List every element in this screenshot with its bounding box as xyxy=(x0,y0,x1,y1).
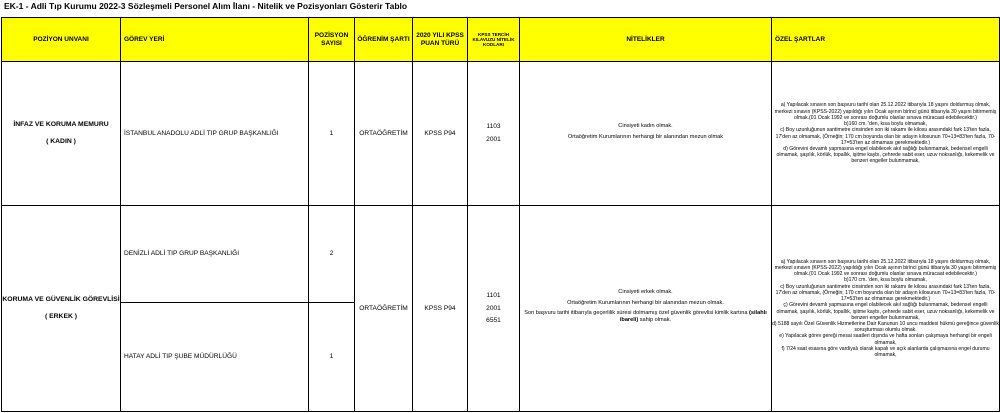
header-kpss-code: KPSS TERCİH KILAVUZU NİTELİK KODLARI xyxy=(468,18,520,62)
page-title: EK-1 - Adli Tıp Kurumu 2022-3 Sözleşmeli Personel Alım İlanı - Nitelik ve Pozisyonları Gösterir Tablo xyxy=(4,1,408,11)
table-row xyxy=(2,206,1000,303)
special-item: b)160 cm. 'den, kısa boylu olmamak, xyxy=(844,121,927,128)
special-item: ç) Görevini devamlı yapmasına engel olabilecek akıl sağlığı bulunmamak, bedensel engelli olmamak, şaşılık, körlük, topallık, işitme kaybı, çehrede sabit eser, uzuv noksanlığı, kekemelik ve benzeri engeller bulunmamak, xyxy=(776,302,995,321)
position-gender: ( ERKEK ) xyxy=(44,312,78,320)
position-cell xyxy=(2,62,121,206)
kpss-codes-cell xyxy=(468,62,520,206)
kpss-code: 2001 xyxy=(486,136,501,143)
special-item: e) Yapılacak görev gereği mesai saatleri dışında ve hafta sonları çalışmaya herhangi bir engeli olmamak, xyxy=(779,333,992,346)
position-title: KORUMA VE GÜVENLİK GÖREVLİSİ xyxy=(2,296,120,304)
special-item: d) Görevini devamlı yapmasına engel olabilecek akıl sağlığı bulunmamak, bedensel engelli olmamak, şaşılık, körlük, topallık, işitme kaybı, çehrede sabit eser, uzuv noksanlığı, kekemelik ve benzeri engeller bulunmamak, xyxy=(776,145,995,165)
header-row xyxy=(2,18,1000,62)
qualification-item: Cinsiyeti kadın olmak. xyxy=(618,123,673,130)
special-item: c) Boy uzunluğunun santimetre cinsinden son iki rakamı ile kilosu arasındaki fark 13'ten fazla, 17'den az olmamak, (Örneğin; 170 cm boyunda olan bir adayın kilosunun 70+13=83'ten fazla, 70- 17=53'ten az olmaması gerekmektedir.) xyxy=(775,127,996,146)
kpss-code: 2001 xyxy=(486,304,501,312)
header-education: ÖĞRENİM ŞARTI xyxy=(355,18,413,62)
special-item: f) 7/24 saat esasına göre vardiyalı olarak kapalı ve açık alanlarda çalışmasına engel durumu olmamak, xyxy=(781,345,990,358)
qualification-item: Cinsiyeti erkek olmak. xyxy=(618,289,673,296)
emphasis-text: (silahlı ibareli) xyxy=(619,310,767,324)
score-type-cell: KPSS P94 xyxy=(413,206,468,412)
special-cell xyxy=(772,206,1000,412)
education-cell: ORTAÖĞRETİM xyxy=(355,62,413,206)
score-type-cell: KPSS P94 xyxy=(413,62,468,206)
count-cell: 1 xyxy=(309,303,355,412)
table-row xyxy=(2,62,1000,206)
special-item: a) Yapılacak sınavın son başvuru tarihi olan 25.12.2022 itibarıyla 18 yaşını doldurmuş olmak, merkezi sınavın (KPSS-2022) yapıldığı yılın Ocak ayının birinci günü itibarıyla 30 yaşını bitirmemiş olmak.(01 Ocak 1992 ve sonrası doğumlu olanlar sınava müracaat edebilecektir.) xyxy=(774,102,997,121)
header-unit: GÖREV YERİ xyxy=(121,18,309,62)
header-position: POZİYON UNVANI xyxy=(2,18,121,62)
special-cell xyxy=(772,62,1000,206)
unit-cell: DENİZLİ ADLİ TIP GRUP BAŞKANLIĞI xyxy=(121,206,309,303)
qualification-item: Ortaöğretim Kurumlarının herhangi bir alanından mezun olmak xyxy=(567,133,724,140)
header-special: ÖZEL ŞARTLAR xyxy=(772,18,1000,62)
special-item: c) Boy uzunluğunun santimetre cinsinden son iki rakamı ile kilosu arasındaki fark 13'ten fazla, 17'den az olmamak, (Örneğin; 170 cm boyunda olan bir adayın kilosunun 70+13=83'ten fazla, 70- 17=53'ten az olmaması gerekmektedir.) xyxy=(775,283,996,303)
kpss-code: 6551 xyxy=(486,317,501,325)
positions-table xyxy=(1,17,1000,412)
qualifications-cell xyxy=(520,62,772,206)
count-cell: 1 xyxy=(309,62,355,206)
qualification-text: Son başvuru tarihi itibarıyla geçerlilik süresi dolmamış özel güvenlik görevlisi kimlik kartına (silahlı ibareli) sahip olmak. xyxy=(524,310,767,324)
header-score-type: 2020 YILI KPSS PUAN TÜRÜ xyxy=(413,18,468,62)
qualification-item: Ortaöğretim Kurumlarının herhangi bir alanından mezun olmak. xyxy=(567,299,724,306)
qualifications-cell xyxy=(520,206,772,412)
special-item: b)170 cm. 'den, kısa boylu olmamak, xyxy=(844,277,927,284)
position-cell xyxy=(2,206,121,412)
qualification-item xyxy=(520,310,771,325)
kpss-code: 1101 xyxy=(486,291,501,299)
position-title: İNFAZ VE KORUMA MEMURU xyxy=(13,121,109,129)
education-cell: ORTAÖĞRETİM xyxy=(355,206,413,412)
unit-cell: HATAY ADLİ TIP ŞUBE MÜDÜRLÜĞÜ xyxy=(121,303,309,412)
special-item: a) Yapılacak sınavın son başvuru tarihi olan 25.12.2022 itibarıyla 18 yaşını doldurmuş olmak, merkezi sınavın (KPSS-2022) yapıldığı yılın Ocak ayının birinci günü itibarıyla 30 yaşını bitirmemiş olmak.(01 Ocak 1992 ve sonrası doğumlu olanlar sınava müracaat edebilecektir.) xyxy=(774,258,997,278)
position-gender: ( KADIN ) xyxy=(46,137,76,145)
special-item: d) 5188 sayılı Özel Güvenlik Hizmetlerine Dair Kanunun 10 uncu maddesi hükmü gereğince güvenlik soruşturması olumlu olmak. xyxy=(772,320,999,334)
unit-cell: İSTANBUL ANADOLU ADLİ TIP GRUP BAŞKANLIĞI xyxy=(121,62,309,206)
count-cell: 2 xyxy=(309,206,355,303)
kpss-codes-cell xyxy=(468,206,520,412)
kpss-code: 1103 xyxy=(486,123,501,131)
header-qualifications: NİTELİKLER xyxy=(520,18,772,62)
header-count: POZİSYON SAYISI xyxy=(309,18,355,62)
